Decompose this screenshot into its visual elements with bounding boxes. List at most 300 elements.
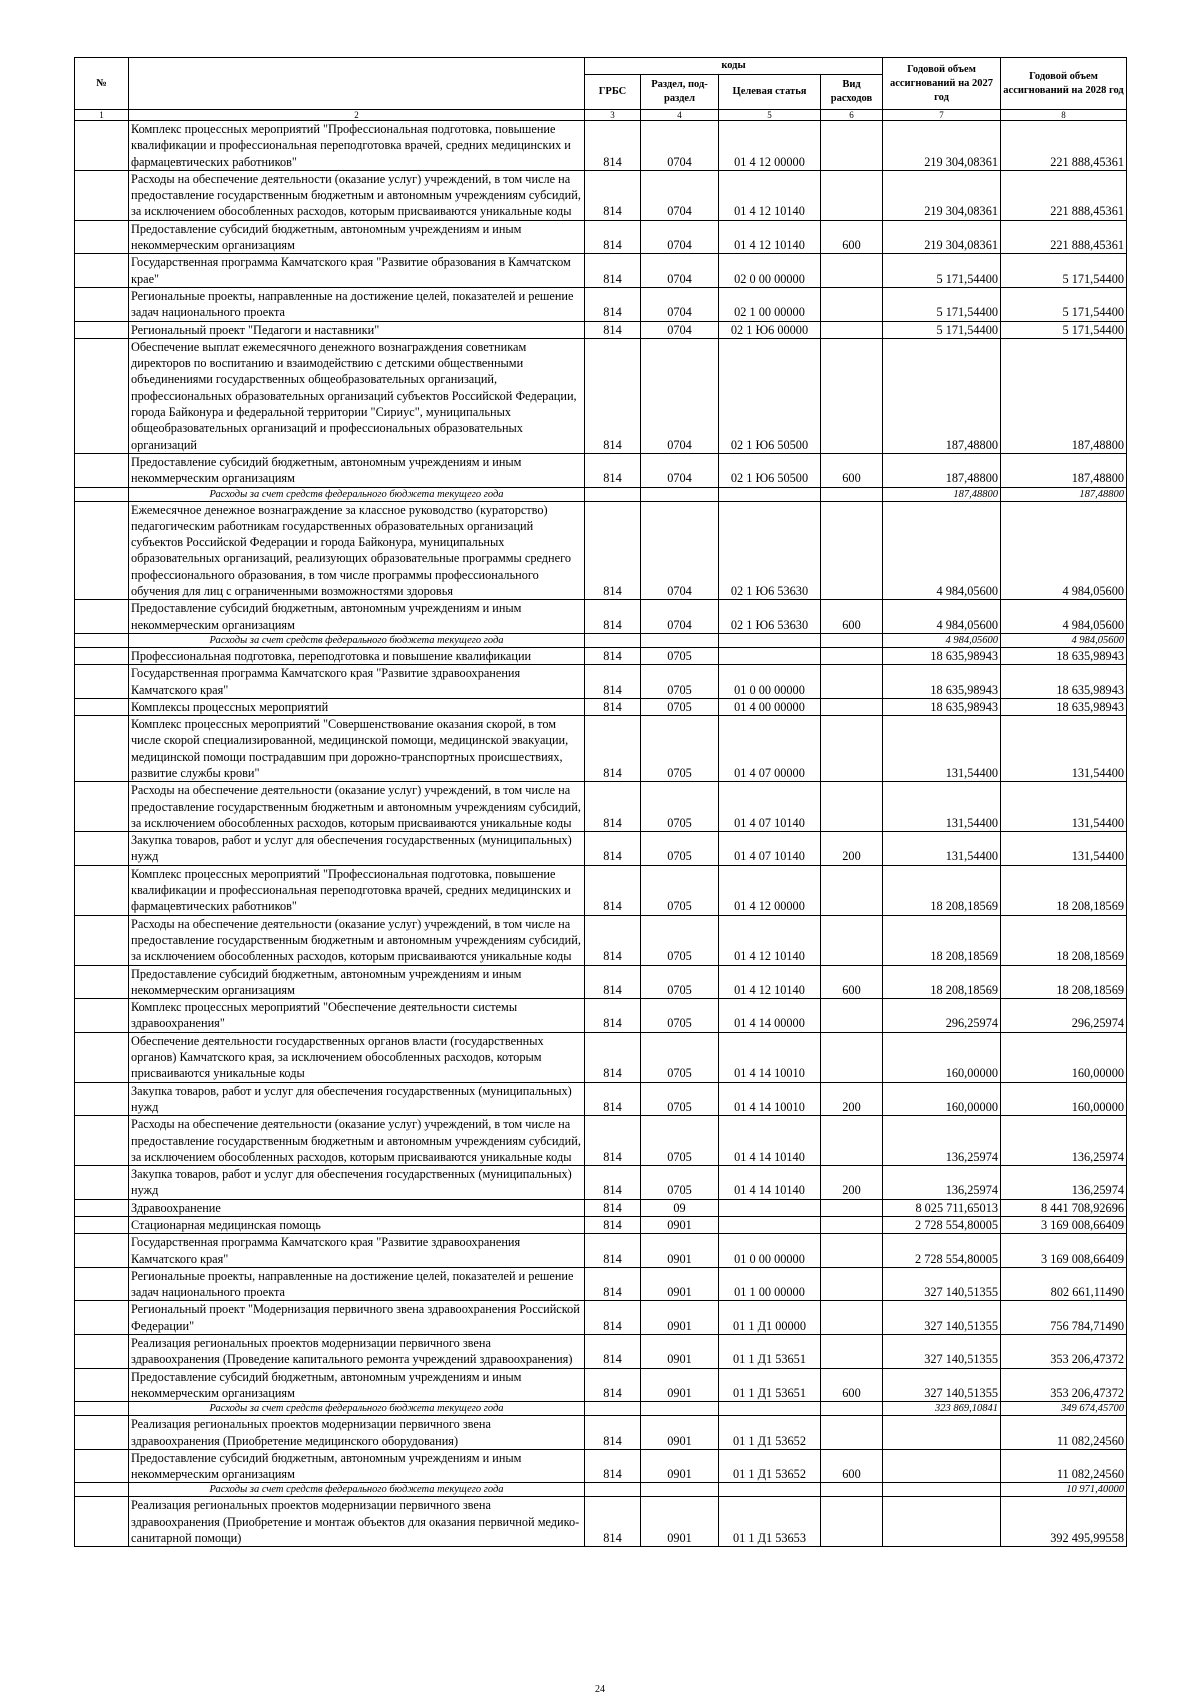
row-amount-2028: 11 082,24560 [1001, 1449, 1127, 1483]
row-name: Комплекс процессных мероприятий "Профессиональная подготовка, повышение квалификации и профессиональная переподготовка врачей, средних медицинских и фармацевтических работников" [129, 121, 585, 171]
row-amount-2028: 353 206,47372 [1001, 1368, 1127, 1402]
row-name: Государственная программа Камчатского края "Развитие здравоохранения Камчатского края" [129, 1234, 585, 1268]
row-celevaya: 01 1 Д1 53652 [719, 1416, 821, 1450]
row-grbs: 814 [585, 254, 641, 288]
row-vid: 600 [821, 965, 883, 999]
row-grbs: 814 [585, 1199, 641, 1216]
row-celevaya: 01 4 12 00000 [719, 865, 821, 915]
header-number: № [75, 58, 129, 110]
row-grbs: 814 [585, 999, 641, 1033]
row-amount-2028: 136,25974 [1001, 1166, 1127, 1200]
row-vid: 200 [821, 1166, 883, 1200]
row-grbs: 814 [585, 782, 641, 832]
row-razdel: 0705 [641, 1166, 719, 1200]
row-celevaya: 01 1 00 00000 [719, 1267, 821, 1301]
row-number [75, 1301, 129, 1335]
row-name: Реализация региональных проектов модернизации первичного звена здравоохранения (Проведение капитального ремонта учреждений здравоохранения) [129, 1335, 585, 1369]
row-name: Предоставление субсидий бюджетным, автономным учреждениям и иным некоммерческим организациям [129, 965, 585, 999]
row-grbs: 814 [585, 220, 641, 254]
row-amount-2028: 8 441 708,92696 [1001, 1199, 1127, 1216]
row-amount-2027: 327 140,51355 [883, 1368, 1001, 1402]
header-razdel: Раздел, под-раздел [641, 75, 719, 110]
row-amount-2027: 219 304,08361 [883, 220, 1001, 254]
row-number [75, 1483, 129, 1497]
row-amount-2027: 131,54400 [883, 782, 1001, 832]
row-vid [821, 1402, 883, 1416]
header-2027: Годовой объем ассигнований на 2027 год [883, 58, 1001, 110]
row-vid [821, 1267, 883, 1301]
row-celevaya: 01 4 14 10140 [719, 1116, 821, 1166]
row-amount-2028: 160,00000 [1001, 1082, 1127, 1116]
row-vid: 200 [821, 832, 883, 866]
table-row [75, 999, 1127, 1033]
table-row [75, 287, 1127, 321]
row-number [75, 999, 129, 1033]
row-name: Расходы на обеспечение деятельности (оказание услуг) учреждений, в том числе на предоставление государственным бюджетным и автономным учреждениям субсидий, за исключением обособленных расходов, которым присваиваются уникальные коды [129, 170, 585, 220]
row-celevaya: 01 0 00 00000 [719, 1234, 821, 1268]
row-celevaya [719, 1217, 821, 1234]
row-amount-2028: 18 208,18569 [1001, 865, 1127, 915]
row-amount-2028: 4 984,05600 [1001, 600, 1127, 634]
row-amount-2028: 3 169 008,66409 [1001, 1234, 1127, 1268]
row-razdel [641, 1402, 719, 1416]
row-grbs: 814 [585, 915, 641, 965]
row-amount-2028: 3 169 008,66409 [1001, 1217, 1127, 1234]
row-grbs: 814 [585, 716, 641, 782]
row-razdel: 0704 [641, 321, 719, 338]
row-grbs: 814 [585, 321, 641, 338]
row-number [75, 121, 129, 171]
row-grbs: 814 [585, 1082, 641, 1116]
row-celevaya: 01 4 07 10140 [719, 782, 821, 832]
row-celevaya: 02 1 00 00000 [719, 287, 821, 321]
row-vid: 600 [821, 220, 883, 254]
row-vid [821, 1199, 883, 1216]
row-number [75, 647, 129, 664]
row-amount-2028: 18 635,98943 [1001, 647, 1127, 664]
row-celevaya: 01 4 14 10010 [719, 1032, 821, 1082]
row-grbs: 814 [585, 121, 641, 171]
row-amount-2028: 11 082,24560 [1001, 1416, 1127, 1450]
row-razdel: 0705 [641, 999, 719, 1033]
row-number [75, 254, 129, 288]
row-name: Расходы на обеспечение деятельности (оказание услуг) учреждений, в том числе на предоставление государственным бюджетным и автономным учреждениям субсидий, за исключением обособленных расходов, которым присваиваются уникальные коды [129, 782, 585, 832]
row-amount-2027: 187,48800 [883, 487, 1001, 501]
header-codes: коды [585, 58, 883, 75]
row-grbs: 814 [585, 665, 641, 699]
row-celevaya: 01 1 Д1 53651 [719, 1368, 821, 1402]
row-amount-2028: 187,48800 [1001, 487, 1127, 501]
row-razdel: 0704 [641, 453, 719, 487]
row-number [75, 1082, 129, 1116]
row-vid: 600 [821, 1449, 883, 1483]
row-vid [821, 321, 883, 338]
col-number: 1 [75, 110, 129, 121]
row-grbs: 814 [585, 832, 641, 866]
row-amount-2027: 327 140,51355 [883, 1301, 1001, 1335]
row-number [75, 220, 129, 254]
table-row [75, 716, 1127, 782]
row-razdel: 0705 [641, 915, 719, 965]
row-amount-2028: 221 888,45361 [1001, 170, 1127, 220]
row-name: Профессиональная подготовка, переподготовка и повышение квалификации [129, 647, 585, 664]
row-number [75, 1416, 129, 1450]
table-row [75, 1217, 1127, 1234]
row-vid [821, 1217, 883, 1234]
row-amount-2027: 187,48800 [883, 338, 1001, 453]
row-grbs: 814 [585, 1166, 641, 1200]
row-amount-2028: 5 171,54400 [1001, 254, 1127, 288]
row-amount-2028: 160,00000 [1001, 1032, 1127, 1082]
row-name: Реализация региональных проектов модернизации первичного звена здравоохранения (Приобретение медицинского оборудования) [129, 1416, 585, 1450]
row-celevaya: 01 4 07 00000 [719, 716, 821, 782]
header-2028: Годовой объем ассигнований на 2028 год [1001, 58, 1127, 110]
row-name: Закупка товаров, работ и услуг для обеспечения государственных (муниципальных) нужд [129, 1082, 585, 1116]
row-celevaya [719, 1199, 821, 1216]
row-number [75, 487, 129, 501]
col-number: 8 [1001, 110, 1127, 121]
row-razdel: 0704 [641, 338, 719, 453]
row-razdel: 0704 [641, 501, 719, 600]
row-amount-2028: 131,54400 [1001, 782, 1127, 832]
row-amount-2027: 2 728 554,80005 [883, 1217, 1001, 1234]
row-razdel: 0704 [641, 170, 719, 220]
row-amount-2028: 187,48800 [1001, 338, 1127, 453]
row-amount-2028: 18 635,98943 [1001, 698, 1127, 715]
row-number [75, 1166, 129, 1200]
row-grbs: 814 [585, 1032, 641, 1082]
budget-table [74, 57, 1127, 1547]
row-vid [821, 1234, 883, 1268]
row-amount-2027: 327 140,51355 [883, 1267, 1001, 1301]
row-number [75, 832, 129, 866]
row-razdel: 0901 [641, 1416, 719, 1450]
row-name: Предоставление субсидий бюджетным, автономным учреждениям и иным некоммерческим организациям [129, 453, 585, 487]
row-name: Стационарная медицинская помощь [129, 1217, 585, 1234]
row-amount-2027: 4 984,05600 [883, 600, 1001, 634]
row-razdel: 0704 [641, 600, 719, 634]
row-number [75, 1402, 129, 1416]
row-grbs: 814 [585, 647, 641, 664]
row-amount-2027: 136,25974 [883, 1166, 1001, 1200]
row-amount-2028: 392 495,99558 [1001, 1497, 1127, 1547]
row-number [75, 1449, 129, 1483]
row-amount-2027 [883, 1483, 1001, 1497]
row-amount-2028: 187,48800 [1001, 453, 1127, 487]
row-vid [821, 170, 883, 220]
row-grbs: 814 [585, 1301, 641, 1335]
row-celevaya: 01 4 12 10140 [719, 965, 821, 999]
table-row [75, 1368, 1127, 1402]
row-vid [821, 1301, 883, 1335]
row-razdel: 0705 [641, 716, 719, 782]
row-number [75, 1116, 129, 1166]
col-number: 2 [129, 110, 585, 121]
row-vid [821, 1416, 883, 1450]
table-row [75, 254, 1127, 288]
row-name: Закупка товаров, работ и услуг для обеспечения государственных (муниципальных) нужд [129, 832, 585, 866]
row-razdel: 0901 [641, 1234, 719, 1268]
table-row [75, 1267, 1127, 1301]
column-number-row [75, 110, 1127, 121]
row-amount-2027: 131,54400 [883, 716, 1001, 782]
row-name: Предоставление субсидий бюджетным, автономным учреждениям и иным некоммерческим организациям [129, 1449, 585, 1483]
row-name: Закупка товаров, работ и услуг для обеспечения государственных (муниципальных) нужд [129, 1166, 585, 1200]
row-grbs [585, 487, 641, 501]
row-razdel: 0704 [641, 254, 719, 288]
row-amount-2027: 296,25974 [883, 999, 1001, 1033]
row-grbs: 814 [585, 965, 641, 999]
table-row [75, 338, 1127, 453]
row-vid [821, 633, 883, 647]
row-grbs: 814 [585, 600, 641, 634]
row-amount-2028: 4 984,05600 [1001, 633, 1127, 647]
row-amount-2027: 2 728 554,80005 [883, 1234, 1001, 1268]
row-grbs: 814 [585, 1416, 641, 1450]
row-celevaya [719, 647, 821, 664]
row-amount-2028: 10 971,40000 [1001, 1483, 1127, 1497]
row-number [75, 698, 129, 715]
row-grbs: 814 [585, 501, 641, 600]
row-razdel: 0901 [641, 1497, 719, 1547]
row-number [75, 287, 129, 321]
row-vid [821, 865, 883, 915]
table-row [75, 1416, 1127, 1450]
row-razdel: 0705 [641, 832, 719, 866]
row-number [75, 633, 129, 647]
row-vid [821, 999, 883, 1033]
row-vid [821, 698, 883, 715]
row-amount-2027: 131,54400 [883, 832, 1001, 866]
row-amount-2027: 160,00000 [883, 1082, 1001, 1116]
row-number [75, 501, 129, 600]
row-vid [821, 287, 883, 321]
row-razdel: 09 [641, 1199, 719, 1216]
row-vid [821, 338, 883, 453]
row-name: Государственная программа Камчатского края "Развитие здравоохранения Камчатского края" [129, 665, 585, 699]
row-amount-2028: 756 784,71490 [1001, 1301, 1127, 1335]
table-row [75, 1032, 1127, 1082]
table-row [75, 865, 1127, 915]
row-name: Региональные проекты, направленные на достижение целей, показателей и решение задач национального проекта [129, 1267, 585, 1301]
table-row [75, 453, 1127, 487]
row-razdel: 0705 [641, 1032, 719, 1082]
row-name: Комплекс процессных мероприятий "Обеспечение деятельности системы здравоохранения" [129, 999, 585, 1033]
table-row [75, 487, 1127, 501]
table-body [75, 121, 1127, 1547]
row-amount-2027: 4 984,05600 [883, 633, 1001, 647]
row-amount-2028: 131,54400 [1001, 832, 1127, 866]
row-amount-2027 [883, 1497, 1001, 1547]
row-celevaya: 02 0 00 00000 [719, 254, 821, 288]
table-row [75, 501, 1127, 600]
table-row [75, 832, 1127, 866]
row-number [75, 453, 129, 487]
row-number [75, 600, 129, 634]
row-number [75, 1497, 129, 1547]
row-vid [821, 1335, 883, 1369]
row-razdel: 0705 [641, 1116, 719, 1166]
table-row [75, 600, 1127, 634]
row-amount-2027: 18 208,18569 [883, 865, 1001, 915]
row-grbs: 814 [585, 1116, 641, 1166]
row-amount-2027: 187,48800 [883, 453, 1001, 487]
row-celevaya: 01 4 12 10140 [719, 220, 821, 254]
row-razdel: 0705 [641, 665, 719, 699]
row-name: Ежемесячное денежное вознаграждение за классное руководство (кураторство) педагогическим работникам государственных образовательных организаций субъектов Российской Федерации и города Байконура, муниципальных образовательных организаций, реализующих образовательные программы среднего профессионального образования, в том числе программы профессионального обучения для лиц с ограниченными возможностями здоровья [129, 501, 585, 600]
row-grbs: 814 [585, 1368, 641, 1402]
row-name: Расходы за счет средств федерального бюджета текущего года [129, 487, 585, 501]
table-row [75, 1483, 1127, 1497]
row-vid [821, 665, 883, 699]
row-grbs: 814 [585, 1497, 641, 1547]
row-razdel: 0704 [641, 287, 719, 321]
col-number: 3 [585, 110, 641, 121]
row-name: Региональные проекты, направленные на достижение целей, показателей и решение задач национального проекта [129, 287, 585, 321]
row-vid [821, 915, 883, 965]
row-name: Региональный проект "Модернизация первичного звена здравоохранения Российской Федерации" [129, 1301, 585, 1335]
row-number [75, 1368, 129, 1402]
row-celevaya: 01 4 12 10140 [719, 915, 821, 965]
row-amount-2027: 18 208,18569 [883, 965, 1001, 999]
row-number [75, 1217, 129, 1234]
row-celevaya: 01 4 12 00000 [719, 121, 821, 171]
row-razdel: 0704 [641, 220, 719, 254]
row-number [75, 1234, 129, 1268]
row-name: Комплексы процессных мероприятий [129, 698, 585, 715]
row-amount-2027: 5 171,54400 [883, 254, 1001, 288]
table-row [75, 1402, 1127, 1416]
row-vid [821, 254, 883, 288]
col-number: 6 [821, 110, 883, 121]
row-celevaya: 02 1 Ю6 50500 [719, 453, 821, 487]
row-amount-2028: 4 984,05600 [1001, 501, 1127, 600]
row-vid: 200 [821, 1082, 883, 1116]
table-row [75, 647, 1127, 664]
row-razdel: 0705 [641, 965, 719, 999]
table-row [75, 1166, 1127, 1200]
row-razdel: 0901 [641, 1301, 719, 1335]
row-amount-2027: 18 635,98943 [883, 647, 1001, 664]
row-number [75, 865, 129, 915]
row-number [75, 338, 129, 453]
row-number [75, 965, 129, 999]
table-row [75, 782, 1127, 832]
row-vid [821, 1032, 883, 1082]
row-name: Предоставление субсидий бюджетным, автономным учреждениям и иным некоммерческим организациям [129, 220, 585, 254]
row-number [75, 321, 129, 338]
row-celevaya [719, 1483, 821, 1497]
row-grbs: 814 [585, 698, 641, 715]
row-number [75, 1267, 129, 1301]
table-row [75, 1234, 1127, 1268]
row-name: Обеспечение выплат ежемесячного денежного вознаграждения советникам директоров по воспитанию и взаимодействию с детскими общественными объединениями государственных общеобразовательных организаций, профессиональных образовательных организаций субъектов Российской Федерации, города Байконура и федеральной территории "Сириус", муниципальных общеобразовательных организаций и профессиональных образовательных организаций [129, 338, 585, 453]
row-razdel: 0705 [641, 698, 719, 715]
table-row [75, 1449, 1127, 1483]
table-row [75, 698, 1127, 715]
row-amount-2028: 18 635,98943 [1001, 665, 1127, 699]
row-razdel [641, 633, 719, 647]
row-amount-2027: 18 208,18569 [883, 915, 1001, 965]
row-celevaya: 01 1 Д1 53653 [719, 1497, 821, 1547]
header-grbs: ГРБС [585, 75, 641, 110]
row-razdel: 0704 [641, 121, 719, 171]
row-grbs: 814 [585, 338, 641, 453]
row-grbs: 814 [585, 1267, 641, 1301]
row-razdel: 0705 [641, 782, 719, 832]
header-celevaya: Целевая статья [719, 75, 821, 110]
row-celevaya: 01 1 Д1 00000 [719, 1301, 821, 1335]
row-razdel: 0901 [641, 1335, 719, 1369]
row-amount-2028: 5 171,54400 [1001, 321, 1127, 338]
row-amount-2027: 18 635,98943 [883, 698, 1001, 715]
row-vid [821, 782, 883, 832]
row-celevaya [719, 1402, 821, 1416]
table-row [75, 321, 1127, 338]
row-number [75, 1335, 129, 1369]
row-amount-2027: 5 171,54400 [883, 321, 1001, 338]
row-number [75, 782, 129, 832]
row-amount-2028: 802 661,11490 [1001, 1267, 1127, 1301]
row-amount-2028: 5 171,54400 [1001, 287, 1127, 321]
row-vid: 600 [821, 453, 883, 487]
table-row [75, 1335, 1127, 1369]
col-number: 5 [719, 110, 821, 121]
table-row [75, 665, 1127, 699]
row-grbs: 814 [585, 1217, 641, 1234]
row-amount-2028: 221 888,45361 [1001, 121, 1127, 171]
row-razdel: 0705 [641, 865, 719, 915]
row-vid [821, 716, 883, 782]
table-row [75, 1082, 1127, 1116]
row-vid [821, 647, 883, 664]
row-celevaya: 01 4 00 00000 [719, 698, 821, 715]
row-amount-2028: 131,54400 [1001, 716, 1127, 782]
header-name [129, 58, 585, 110]
row-vid [821, 487, 883, 501]
budget-table-container [74, 57, 1126, 1547]
row-name: Предоставление субсидий бюджетным, автономным учреждениям и иным некоммерческим организациям [129, 1368, 585, 1402]
row-vid [821, 501, 883, 600]
row-celevaya: 02 1 Ю6 00000 [719, 321, 821, 338]
row-razdel: 0705 [641, 647, 719, 664]
row-celevaya [719, 633, 821, 647]
row-celevaya: 01 4 07 10140 [719, 832, 821, 866]
row-celevaya: 01 0 00 00000 [719, 665, 821, 699]
row-number [75, 665, 129, 699]
row-grbs: 814 [585, 170, 641, 220]
row-name: Расходы на обеспечение деятельности (оказание услуг) учреждений, в том числе на предоставление государственным бюджетным и автономным учреждениям субсидий, за исключением обособленных расходов, которым присваиваются уникальные коды [129, 1116, 585, 1166]
row-name: Комплекс процессных мероприятий "Совершенствование оказания скорой, в том числе скорой специализированной, медицинской помощи, медицинской эвакуации, медицинской помощи пострадавшим при дорожно-транспортных происшествиях, развитие службы крови" [129, 716, 585, 782]
row-amount-2027: 219 304,08361 [883, 121, 1001, 171]
row-number [75, 1032, 129, 1082]
row-grbs: 814 [585, 453, 641, 487]
row-amount-2027: 160,00000 [883, 1032, 1001, 1082]
row-vid [821, 1483, 883, 1497]
row-amount-2028: 18 208,18569 [1001, 915, 1127, 965]
row-vid [821, 121, 883, 171]
row-grbs [585, 1402, 641, 1416]
table-row [75, 1497, 1127, 1547]
row-amount-2028: 349 674,45700 [1001, 1402, 1127, 1416]
col-number: 4 [641, 110, 719, 121]
table-row [75, 965, 1127, 999]
row-amount-2027: 4 984,05600 [883, 501, 1001, 600]
row-name: Региональный проект "Педагоги и наставники" [129, 321, 585, 338]
row-grbs: 814 [585, 1234, 641, 1268]
row-razdel [641, 487, 719, 501]
row-amount-2027: 323 869,10841 [883, 1402, 1001, 1416]
